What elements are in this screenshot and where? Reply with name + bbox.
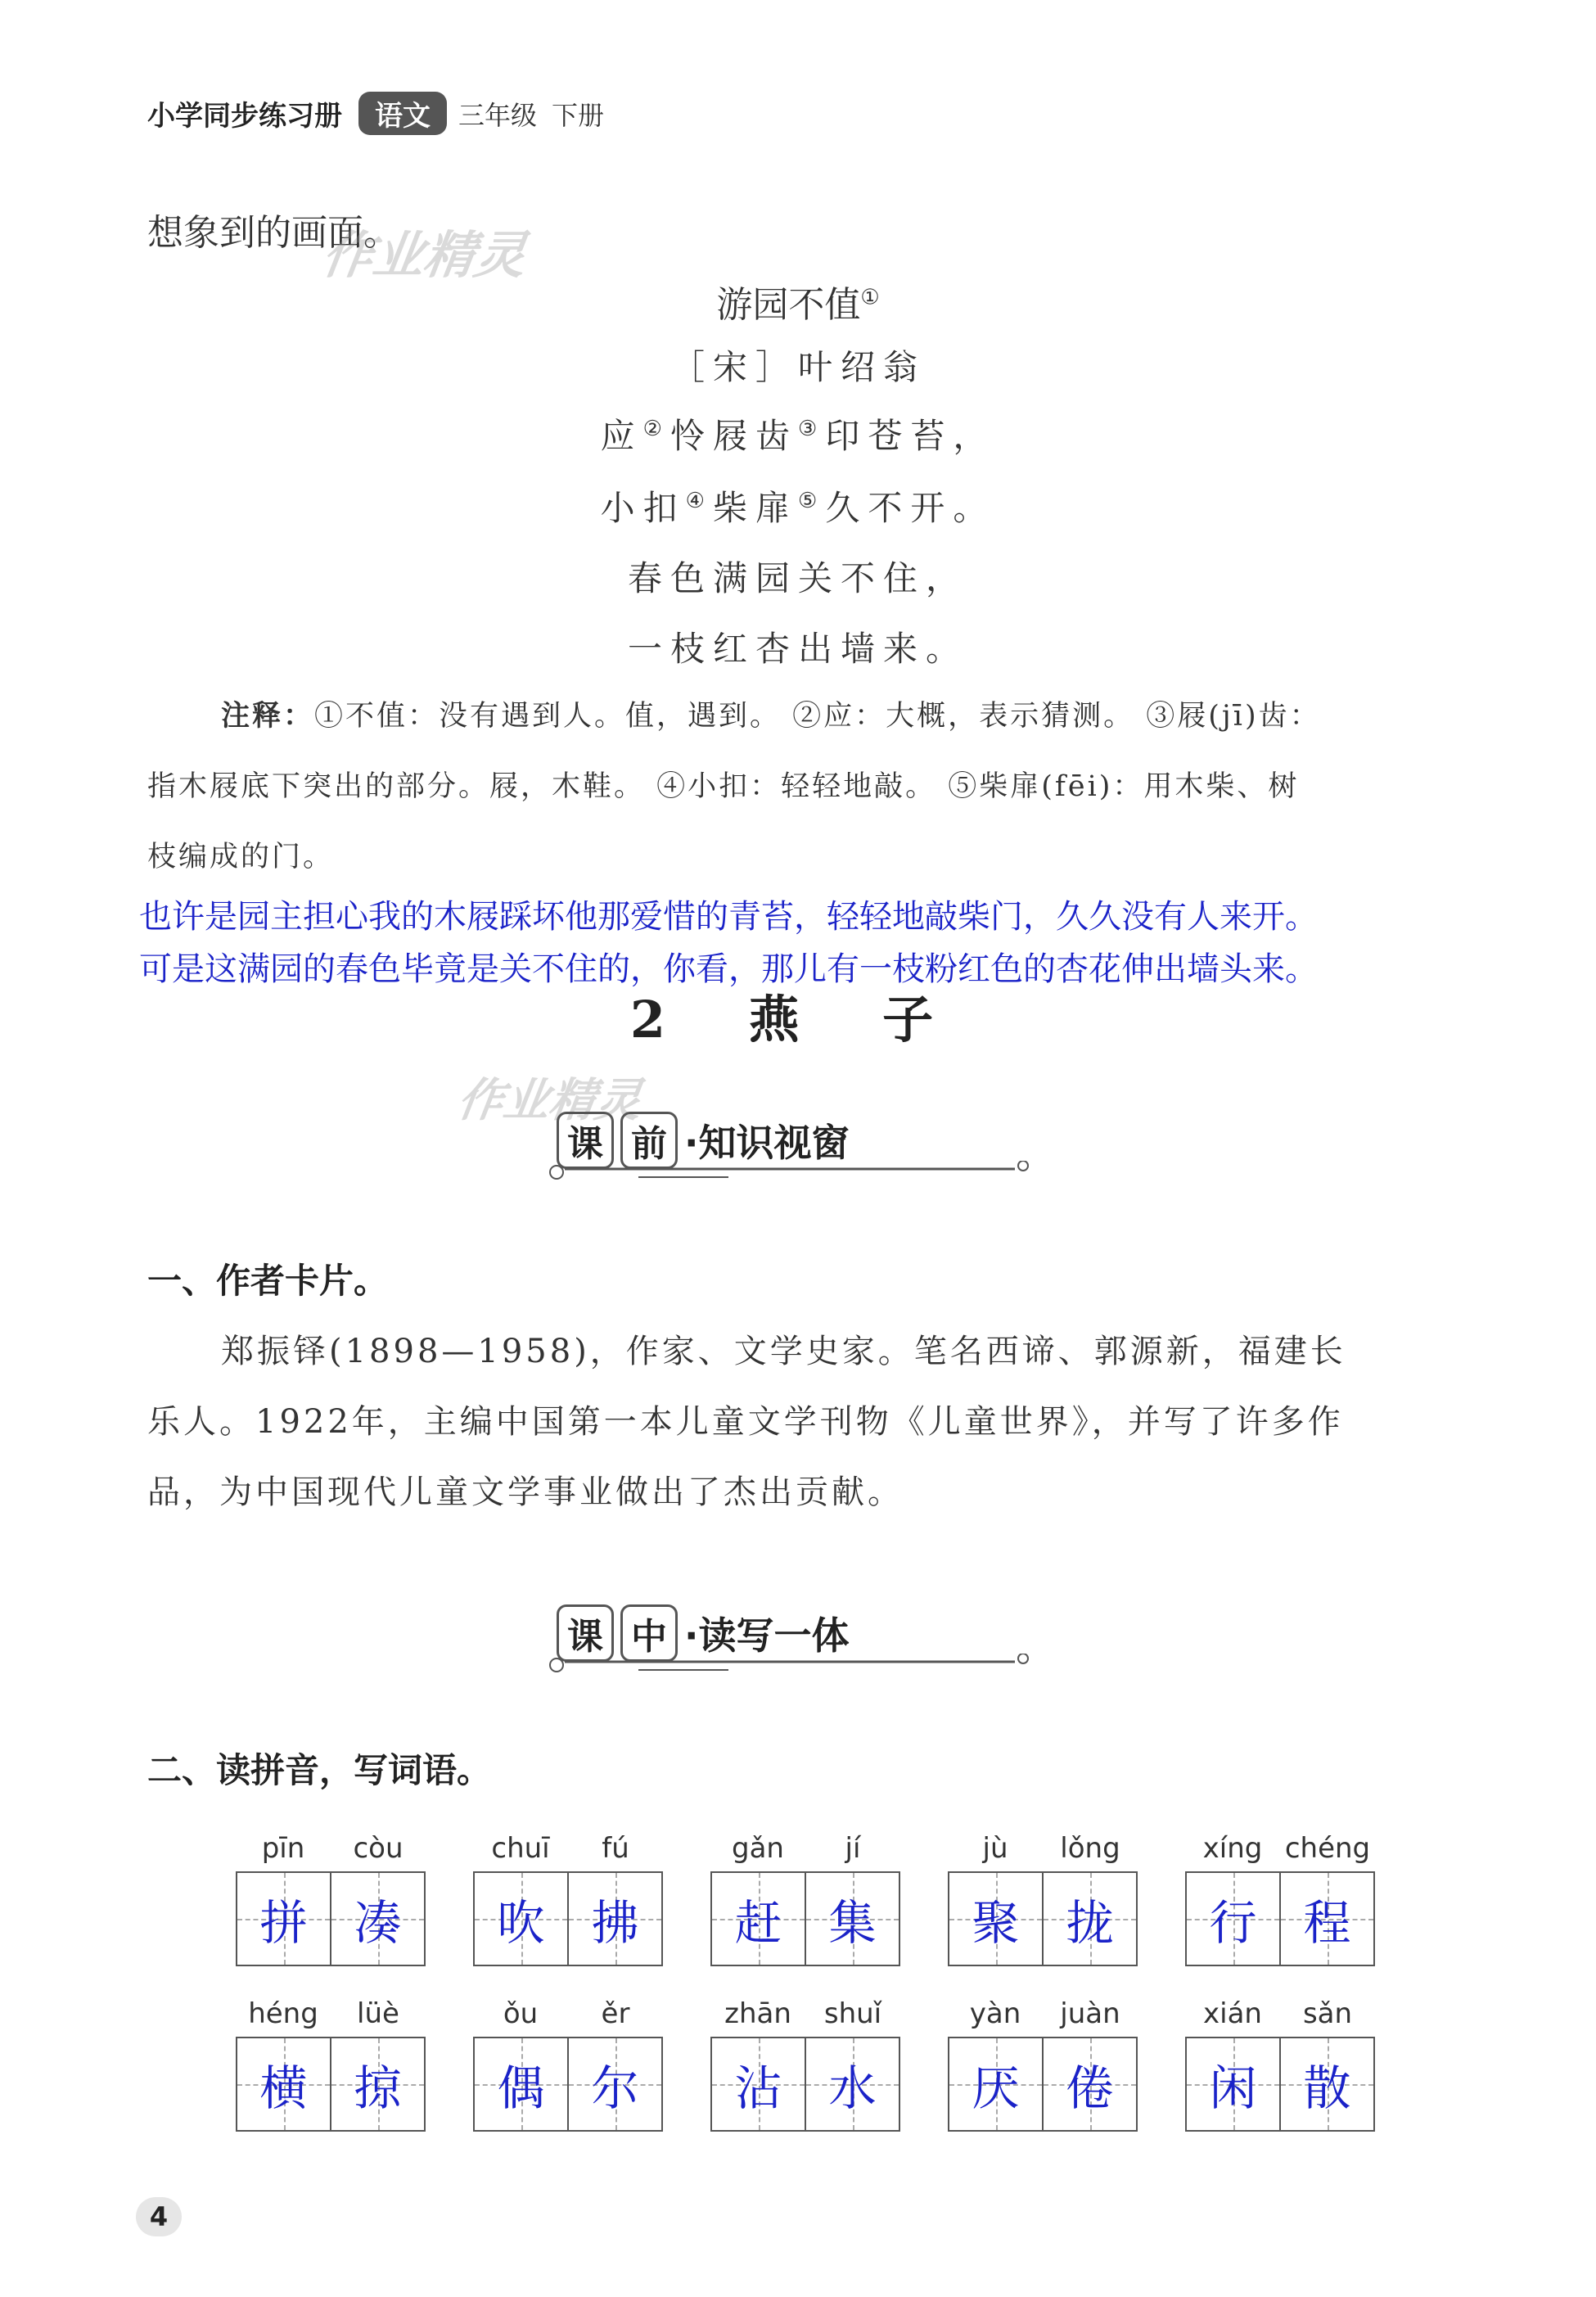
character-box[interactable]	[567, 1873, 661, 1965]
part-1-heading: 一、作者卡片。	[147, 1261, 389, 1301]
word-item	[948, 1997, 1138, 2132]
word-item	[1185, 1832, 1375, 1966]
banner-ornament	[540, 1161, 1031, 1185]
character-box[interactable]	[237, 2038, 330, 2130]
character-boxes	[1185, 1871, 1375, 1966]
answer-character: 拂	[591, 1895, 639, 1951]
answer-character: 程	[1303, 1895, 1351, 1951]
pinyin: shuǐ	[823, 1997, 882, 2030]
character-box[interactable]	[712, 2038, 805, 2130]
banner-char: 课	[557, 1604, 614, 1662]
character-box[interactable]	[1187, 1873, 1279, 1965]
answer-character: 集	[828, 1895, 877, 1951]
answer-character: 散	[1303, 2060, 1351, 2116]
character-box[interactable]	[949, 2038, 1042, 2130]
answer-line-2: 可是这满园的春色毕竟是关不住的，你看，那儿有一枝粉红色的杏花伸出墙头来。	[139, 950, 1318, 988]
pinyin: jù	[982, 1832, 1008, 1865]
word-item	[948, 1832, 1138, 1966]
grade-label: 三年级	[458, 99, 538, 131]
answer-character: 拢	[1066, 1895, 1114, 1951]
notes-line-2: 指木屐底下突出的部分。屐，木鞋。 ④小扣：轻轻地敲。 ⑤柴扉(fēi)：用木柴、树	[147, 770, 1300, 803]
section-banner-pre-class	[540, 1105, 1031, 1187]
pinyin-row	[236, 1997, 426, 2037]
poem-line-1: 应②怜屐齿③印苍苔，	[600, 416, 996, 456]
pinyin-row	[948, 1997, 1138, 2037]
pinyin: héng	[248, 1997, 318, 2030]
character-boxes	[236, 2037, 426, 2132]
word-item	[1185, 1997, 1375, 2132]
notes-line-3: 枝编成的门。	[147, 841, 335, 873]
volume-label: 下册	[552, 99, 605, 131]
character-boxes	[473, 2037, 663, 2132]
pinyin: ěr	[601, 1997, 630, 2030]
pinyin: xíng	[1202, 1832, 1263, 1865]
pinyin-row	[710, 1832, 900, 1871]
intro-text: 想象到的画面。	[147, 212, 399, 254]
character-box[interactable]	[567, 2038, 661, 2130]
character-box[interactable]	[1279, 1873, 1373, 1965]
poem-line-2: 小扣④柴扉⑤久不开。	[600, 488, 996, 528]
author-card-line-2: 乐人。1922年，主编中国第一本儿童文学刊物《儿童世界》，并写了许多作	[147, 1403, 1344, 1441]
character-box[interactable]	[475, 1873, 567, 1965]
answer-character: 赶	[734, 1895, 782, 1951]
character-box[interactable]	[805, 1873, 899, 1965]
character-boxes	[236, 1871, 426, 1966]
answer-character: 倦	[1066, 2060, 1114, 2116]
character-box[interactable]	[1042, 2038, 1136, 2130]
pinyin: lǒng	[1060, 1832, 1120, 1865]
banner-char: 课	[557, 1112, 614, 1169]
pinyin-row	[948, 1832, 1138, 1871]
character-box[interactable]	[1042, 1873, 1136, 1965]
pinyin-row	[473, 1997, 663, 2037]
pinyin: ǒu	[503, 1997, 539, 2030]
lesson-title: 2 燕 子	[629, 990, 967, 1049]
word-item	[473, 1832, 663, 1966]
watermark-logo: 作业精灵	[318, 225, 530, 285]
answer-character: 闲	[1209, 2060, 1257, 2116]
character-box[interactable]	[330, 1873, 424, 1965]
answer-character: 行	[1209, 1895, 1257, 1951]
answer-character: 吹	[497, 1895, 545, 1951]
poem-line-4: 一枝红杏出墙来。	[627, 629, 968, 669]
pinyin: sǎn	[1302, 1997, 1353, 2030]
author-card-line-1: 郑振铎(1898—1958)，作家、文学史家。笔名西谛、郭源新，福建长	[221, 1333, 1346, 1370]
pinyin: juàn	[1060, 1997, 1120, 2030]
character-boxes	[948, 2037, 1138, 2132]
word-item	[236, 1832, 426, 1966]
answer-character: 横	[259, 2060, 308, 2116]
answer-character: 拼	[259, 1895, 308, 1951]
pinyin-row	[473, 1832, 663, 1871]
banner-title: ·读写一体	[684, 1613, 850, 1658]
answer-character: 凑	[354, 1895, 402, 1951]
character-box[interactable]	[805, 2038, 899, 2130]
character-box[interactable]	[237, 1873, 330, 1965]
word-item	[473, 1997, 663, 2132]
character-box[interactable]	[1279, 2038, 1373, 2130]
poem-line-3: 春色满园关不住，	[627, 558, 968, 598]
pinyin-row	[236, 1832, 426, 1871]
pinyin: xián	[1203, 1997, 1262, 2030]
character-box[interactable]	[1187, 2038, 1279, 2130]
pinyin: zhān	[724, 1997, 791, 2030]
answer-character: 偶	[497, 2060, 545, 2116]
character-boxes	[473, 1871, 663, 1966]
pinyin: fú	[602, 1832, 629, 1865]
poem-title: 游园不值①	[716, 284, 880, 326]
character-box[interactable]	[330, 2038, 424, 2130]
answer-character: 厌	[972, 2060, 1020, 2116]
answer-character: 尔	[591, 2060, 639, 2116]
answer-character: 聚	[972, 1895, 1020, 1951]
notes-label: 注释：	[221, 700, 315, 733]
word-item	[236, 1997, 426, 2132]
page-header	[147, 92, 604, 135]
banner-char: 前	[620, 1112, 678, 1169]
pinyin: gǎn	[732, 1832, 784, 1865]
answer-character: 掠	[354, 2060, 402, 2116]
answer-character: 沾	[734, 2060, 782, 2116]
character-boxes	[710, 2037, 900, 2132]
character-box[interactable]	[712, 1873, 805, 1965]
subject-badge: 语文	[358, 92, 447, 135]
character-box[interactable]	[949, 1873, 1042, 1965]
word-item	[710, 1997, 900, 2132]
watermark-logo: 作业精灵	[453, 1074, 645, 1127]
character-boxes	[948, 1871, 1138, 1966]
part-2-heading: 二、读拼音，写词语。	[147, 1750, 492, 1790]
pinyin-row	[1185, 1997, 1375, 2037]
banner-char: 中	[620, 1604, 678, 1662]
banner-ornament	[540, 1654, 1031, 1678]
answer-line-1: 也许是园主担心我的木屐踩坏他那爱惜的青苔，轻轻地敲柴门，久久没有人来开。	[139, 898, 1318, 936]
pinyin: còu	[353, 1832, 404, 1865]
page-number: 4	[136, 2197, 182, 2236]
character-boxes	[1185, 2037, 1375, 2132]
footnote-mark: ①	[860, 285, 880, 310]
answer-character: 水	[828, 2060, 877, 2116]
poem-author: ［宋］叶绍翁	[670, 347, 926, 387]
book-title: 小学同步练习册	[147, 100, 342, 133]
character-boxes	[710, 1871, 900, 1966]
pinyin: pīn	[261, 1832, 305, 1865]
notes-line-1: 注释：①不值：没有遇到人。值，遇到。 ②应：大概，表示猜测。 ③屐(jī)齿：	[221, 700, 1321, 733]
pinyin: chéng	[1284, 1832, 1371, 1865]
pinyin-row	[1185, 1832, 1375, 1871]
pinyin: yàn	[969, 1997, 1021, 2030]
pinyin: chuī	[491, 1832, 550, 1865]
pinyin: lüè	[357, 1997, 399, 2030]
section-banner-in-class	[540, 1598, 1031, 1680]
character-box[interactable]	[475, 2038, 567, 2130]
banner-title: ·知识视窗	[684, 1121, 850, 1165]
pinyin: jí	[845, 1832, 861, 1865]
pinyin-row	[710, 1997, 900, 2037]
word-item	[710, 1832, 900, 1966]
author-card-line-3: 品，为中国现代儿童文学事业做出了杰出贡献。	[147, 1473, 904, 1511]
